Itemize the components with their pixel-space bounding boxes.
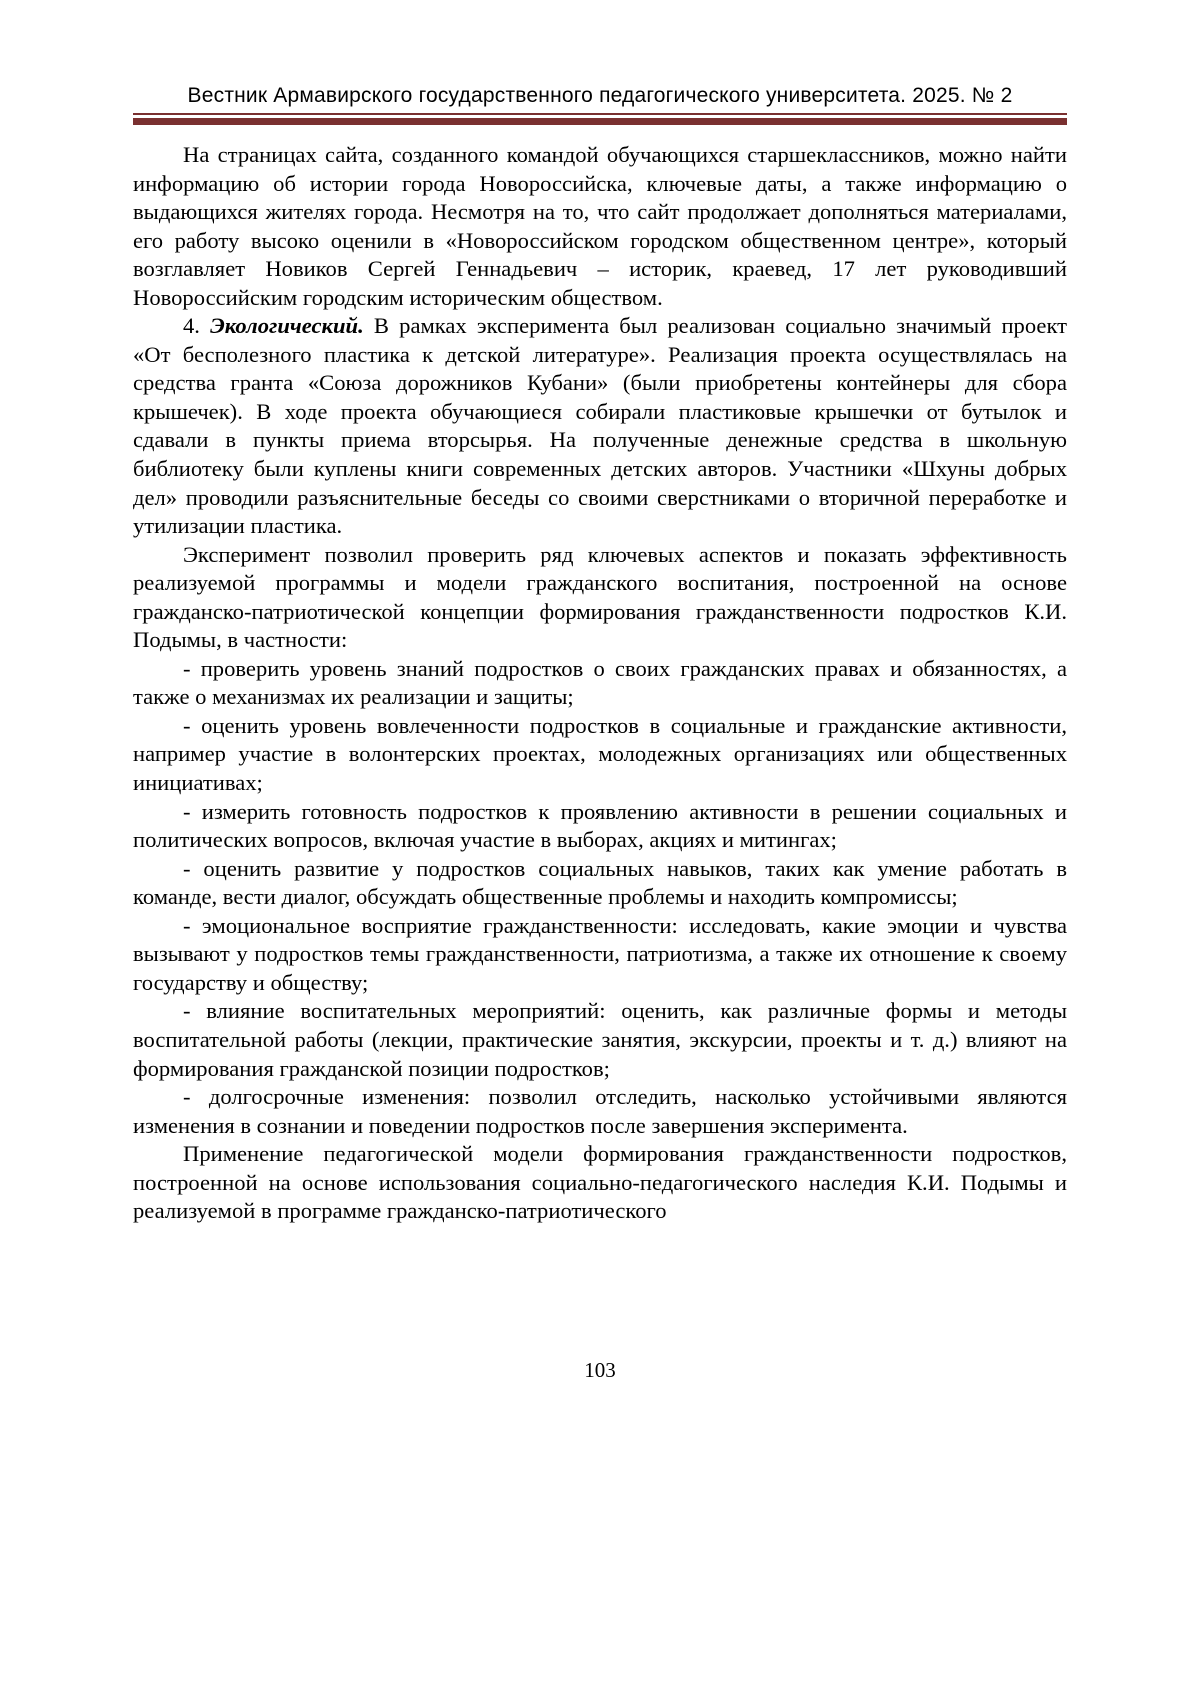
header-rule-thin — [133, 113, 1067, 115]
paragraph-ecological — [133, 312, 1067, 540]
list-item-knowledge: - проверить уровень знаний подростков о своих гражданских правах и обязанностях, а также о механизмах их реализации и защиты; — [133, 655, 1067, 710]
list-item-educational-activities: - влияние воспитательных мероприятий: оценить, как различные формы и методы воспитательной работы (лекции, практические занятия, экскурсии, проекты и т. д.) влияют на формирования гражданской позиции подростков; — [133, 998, 1067, 1081]
page-content — [133, 141, 1067, 1226]
list-item-long-term-changes: - долгосрочные изменения: позволил отследить, насколько устойчивыми являются изменения в сознании и поведении подростков после завершения эксперимента. — [133, 1084, 1067, 1138]
paragraph-application: Применение педагогической модели формирования гражданственности подростков, построенной на основе использования социально-педагогического наследия К.И. Подымы и реализуемой в программе гражданско-патриотического — [133, 1141, 1067, 1224]
list-item-involvement: - оценить уровень вовлеченности подростков в социальные и гражданские активности, например участие в волонтерских проектах, молодежных организациях или общественных инициативах; — [133, 712, 1067, 796]
paragraph-number: 4. — [183, 313, 211, 339]
header-rule-thick — [133, 118, 1067, 125]
list-item-social-skills: - оценить развитие у подростков социальных навыков, таких как умение работать в команде, вести диалог, обсуждать общественные проблемы и находить компромиссы; — [133, 855, 1067, 910]
paragraph-experiment-intro: Эксперимент позволил проверить ряд ключевых аспектов и показать эффективность реализуемой программы и модели гражданского воспитания, построенной на основе гражданско-патриотической концепции формирования гражданственности подростков К.И. Подымы, в частности: — [133, 541, 1067, 653]
page-number: 103 — [584, 1358, 616, 1382]
paragraph-emphasis: Экологический. — [210, 313, 364, 339]
journal-header-title: Вестник Армавирского государственного педагогического университета. 2025. № 2 — [187, 84, 1013, 107]
paragraph-site-info: На страницах сайта, созданного командой обучающихся старшеклассников, можно найти информацию об истории города Новороссийска, ключевые даты, а также информацию о выдающихся жителях города. Несмотря на то, что сайт продолжает дополняться материалами, его работу высоко оценили в «Новороссийском городском общественном центре», который возглавляет Новиков Сергей Геннадьевич – историк, краевед, 17 лет руководивший Новороссийским городским историческим обществом. — [133, 142, 1067, 310]
list-item-emotional-perception: - эмоциональное восприятие гражданственности: исследовать, какие эмоции и чувства вызывают у подростков темы гражданственности, патриотизма, а также их отношение к своему государству и обществу; — [133, 912, 1067, 995]
list-item-readiness: - измерить готовность подростков к проявлению активности в решении социальных и политических вопросов, включая участие в выборах, акциях и митингах; — [133, 798, 1067, 853]
paragraph-body: В рамках эксперимента был реализован социально значимый проект «От бесполезного пластика к детской литературе». Реализация проекта осуществлялась на средства гранта «Союза дорожников Кубани» (были приобретены контейнеры для сбора крышечек). В ходе проекта обучающиеся собирали пластиковые крышечки от бутылок и сдавали в пункты приема вторсырья. На полученные денежные средства в школьную библиотеку были куплены книги современных детских авторов. Участники «Шхуны добрых дел» проводили разъяснительные беседы со своими сверстниками о вторичной переработке и утилизации пластика. — [133, 313, 1067, 539]
